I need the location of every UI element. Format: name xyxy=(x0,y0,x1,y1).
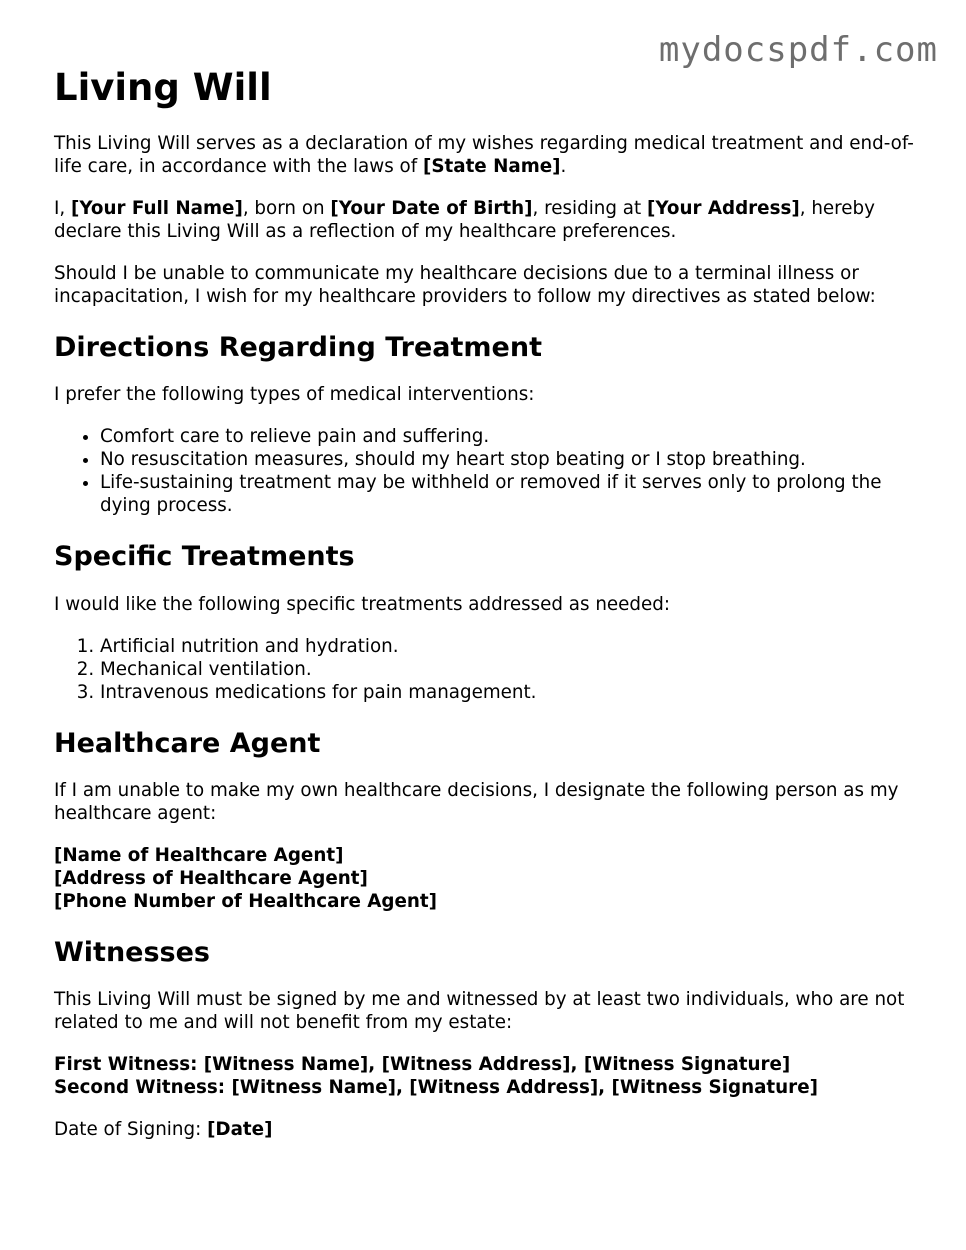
list-item: 3. Intravenous medications for pain management. xyxy=(100,681,924,704)
treatment-list xyxy=(54,425,924,517)
state-name-placeholder: [State Name] xyxy=(422,156,561,178)
healthcare-agent-heading: Healthcare Agent xyxy=(54,727,321,759)
document-body xyxy=(54,66,924,1160)
healthcare-agent-details xyxy=(54,844,924,913)
address-placeholder: [Your Address] xyxy=(646,198,800,220)
treatment-lead: I prefer the following types of medical interventions: xyxy=(54,384,535,406)
date-placeholder: [Date] xyxy=(207,1118,273,1140)
list-item: • No resuscitation measures, should my heart stop beating or I stop breathing. xyxy=(100,448,924,471)
treatment-heading: Directions Regarding Treatment xyxy=(54,332,542,364)
witness-lines xyxy=(54,1053,924,1099)
date-of-signing: Date of Signing: [Date] xyxy=(54,1118,273,1140)
watermark: mydocspdf.com xyxy=(658,30,938,70)
second-witness-line: Second Witness: [Witness Name], [Witness Address], [Witness Signature] xyxy=(54,1076,818,1098)
healthcare-agent-lead: If I am unable to make my own healthcare decisions, I designate the following person as my healthcare agent: xyxy=(54,779,899,824)
witnesses-lead: This Living Will must be signed by me and witnessed by at least two individuals, who are not related to me and will not benefit from my estate: xyxy=(54,988,905,1033)
specific-treatments-lead: I would like the following specific treatments addressed as needed: xyxy=(54,593,671,615)
list-item: • Life-sustaining treatment may be withheld or removed if it serves only to prolong the dying process. xyxy=(100,471,924,517)
intro-paragraph-1: This Living Will serves as a declaration of my wishes regarding medical treatment and end-of-life care, in accordance with the laws of [State Name]. xyxy=(54,133,914,178)
full-name-placeholder: [Your Full Name] xyxy=(71,198,243,220)
list-item: 1. Artificial nutrition and hydration. xyxy=(100,635,924,658)
specific-treatments-heading: Specific Treatments xyxy=(54,541,355,573)
document-title: Living Will xyxy=(54,66,272,109)
intro-paragraph-2: I, [Your Full Name], born on [Your Date of Birth], residing at [Your Address], hereby declare this Living Will as a reflection of my healthcare preferences. xyxy=(54,198,875,243)
date-of-birth-placeholder: [Your Date of Birth] xyxy=(330,198,533,220)
intro-paragraph-3: Should I be unable to communicate my healthcare decisions due to a terminal illness or incapacitation, I wish for my healthcare providers to follow my directives as stated below: xyxy=(54,263,876,308)
agent-address-placeholder: [Address of Healthcare Agent] xyxy=(54,867,368,889)
agent-name-placeholder: [Name of Healthcare Agent] xyxy=(54,844,344,866)
witnesses-heading: Witnesses xyxy=(54,936,211,968)
agent-phone-placeholder: [Phone Number of Healthcare Agent] xyxy=(54,890,437,912)
list-item: 2. Mechanical ventilation. xyxy=(100,658,924,681)
list-item: • Comfort care to relieve pain and suffering. xyxy=(100,425,924,448)
specific-treatments-list xyxy=(54,635,924,704)
first-witness-line: First Witness: [Witness Name], [Witness Address], [Witness Signature] xyxy=(54,1053,791,1075)
